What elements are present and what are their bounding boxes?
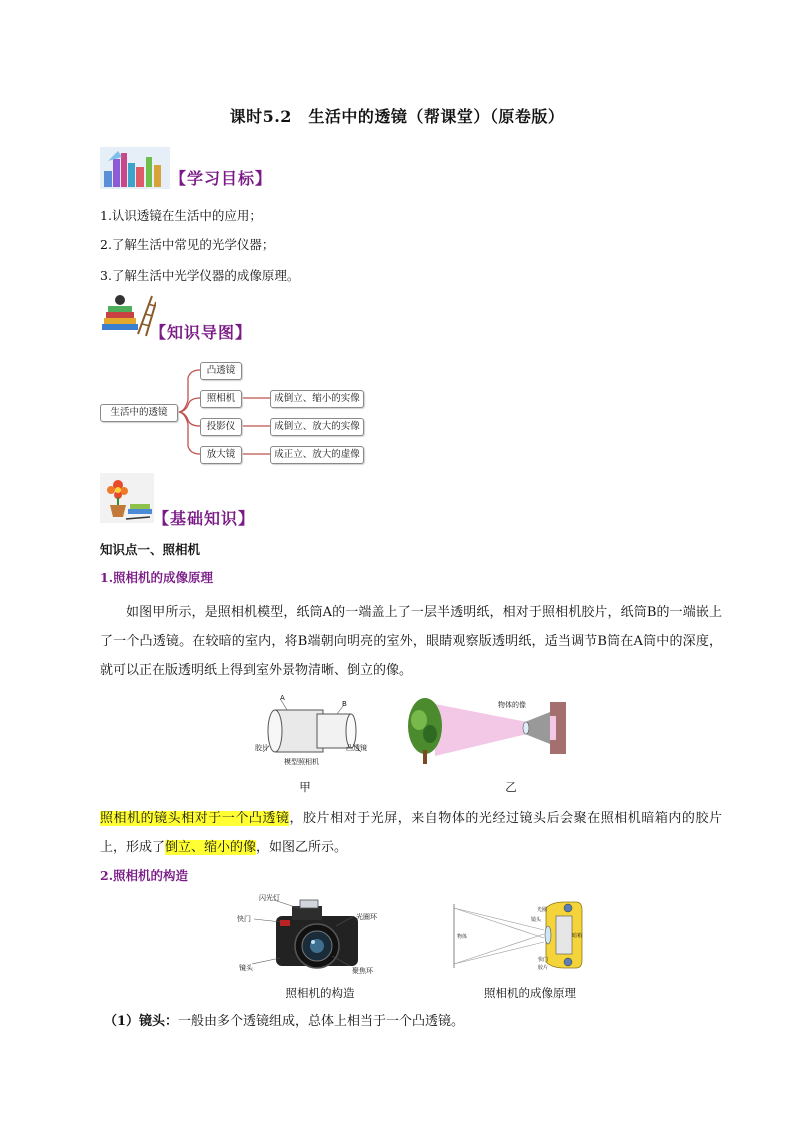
page-title: 课时5.2 生活中的透镜（帮课堂）（原卷版）	[229, 107, 565, 126]
subheading-camera-structure: 2.照相机的构造	[100, 868, 189, 883]
item-lens-text: 一般由多个透镜组成，总体上相当于一个凸透镜。	[178, 1014, 465, 1029]
caption-jia: 甲	[299, 780, 311, 794]
label-aperture-ring: 光圈环	[356, 913, 377, 921]
diag-label-object: 物体	[457, 934, 468, 940]
mindmap-leaf: 成倒立、放大的实像	[270, 418, 364, 436]
label-shutter: 快门	[237, 915, 251, 923]
mindmap-branch: 投影仪	[200, 418, 242, 436]
text-run: ，如图乙所示。	[256, 840, 348, 855]
diag-label-shutter: 快门	[538, 957, 549, 963]
ladder-books-icon	[100, 294, 156, 342]
highlight-lens-convex: 照相机的镜头相对于一个凸透镜	[100, 811, 290, 826]
section-goals-label: 【学习目标】	[170, 169, 273, 188]
label-b: B	[342, 700, 347, 708]
goal-item: 1.认识透镜在生活中的应用；	[100, 208, 262, 223]
label-object-image: 物体的像	[498, 701, 526, 709]
label-focus-ring: 聚焦环	[352, 967, 373, 975]
mindmap-leaf: 成倒立、缩小的实像	[270, 390, 364, 408]
goal-item: 2.了解生活中常见的光学仪器；	[100, 237, 275, 252]
item-lens-label: （1）镜头：	[104, 1014, 179, 1029]
diag-label-lens: 镜头	[531, 917, 542, 923]
caption-yi: 乙	[505, 780, 517, 794]
image-formation-figure	[405, 692, 570, 768]
text-run: ，胶片相对于光屏，来自物体的光经过镜头后会聚在照相机暗箱内的胶片上，形成了	[100, 811, 722, 855]
highlight-inverted-reduced: 倒立、缩小的像	[165, 840, 257, 855]
item-lens	[104, 1010, 464, 1029]
diag-label-aperture: 光圈	[537, 907, 548, 913]
label-a: A	[280, 694, 285, 702]
camera-callout-lines	[236, 894, 396, 974]
caption-camera-principle: 照相机的成像原理	[484, 986, 576, 1000]
knowledge-point-heading: 知识点一、照相机	[100, 542, 201, 557]
label-flash: 闪光灯	[259, 894, 280, 902]
flower-pot-icon	[100, 473, 154, 527]
diag-label-film: 胶片	[538, 965, 549, 971]
mindmap-branch: 照相机	[200, 390, 242, 408]
section-map-label: 【知识导图】	[150, 323, 253, 342]
subheading-camera-principle: 1.照相机的成像原理	[100, 570, 214, 585]
diag-label-body: 暗箱	[572, 933, 583, 939]
paragraph-camera-lens	[100, 804, 722, 862]
section-basics-label: 【基础知识】	[153, 509, 256, 528]
goal-item: 3.了解生活中光学仪器的成像原理。	[100, 268, 300, 283]
label-film: 胶片	[255, 744, 269, 752]
mindmap-root: 生活中的透镜	[100, 404, 178, 422]
mindmap-branch: 凸透镜	[200, 362, 242, 380]
label-lens: 镜头	[239, 964, 253, 972]
paragraph-camera-model: 如图甲所示，是照相机模型，纸筒A的一端盖上了一层半透明纸，相对于照相机胶片，纸筒B的一端嵌上了一个凸透镜。在较暗的室内，将B端朝向明亮的室外，眼睛观察版透明纸，适当调节B筒在A筒中的深度，就可以正在版透明纸上得到室外景物清晰、倒立的像。	[100, 605, 722, 678]
camera-imaging-diagram	[452, 898, 584, 972]
label-convex-lens: 凸透镜	[346, 744, 367, 752]
label-model-camera: 模型照相机	[284, 758, 319, 766]
mindmap-branch: 放大镜	[200, 446, 242, 464]
books-icon	[100, 147, 170, 193]
caption-camera-structure: 照相机的构造	[285, 986, 355, 1000]
mindmap-leaf: 成正立、放大的虚像	[270, 446, 364, 464]
